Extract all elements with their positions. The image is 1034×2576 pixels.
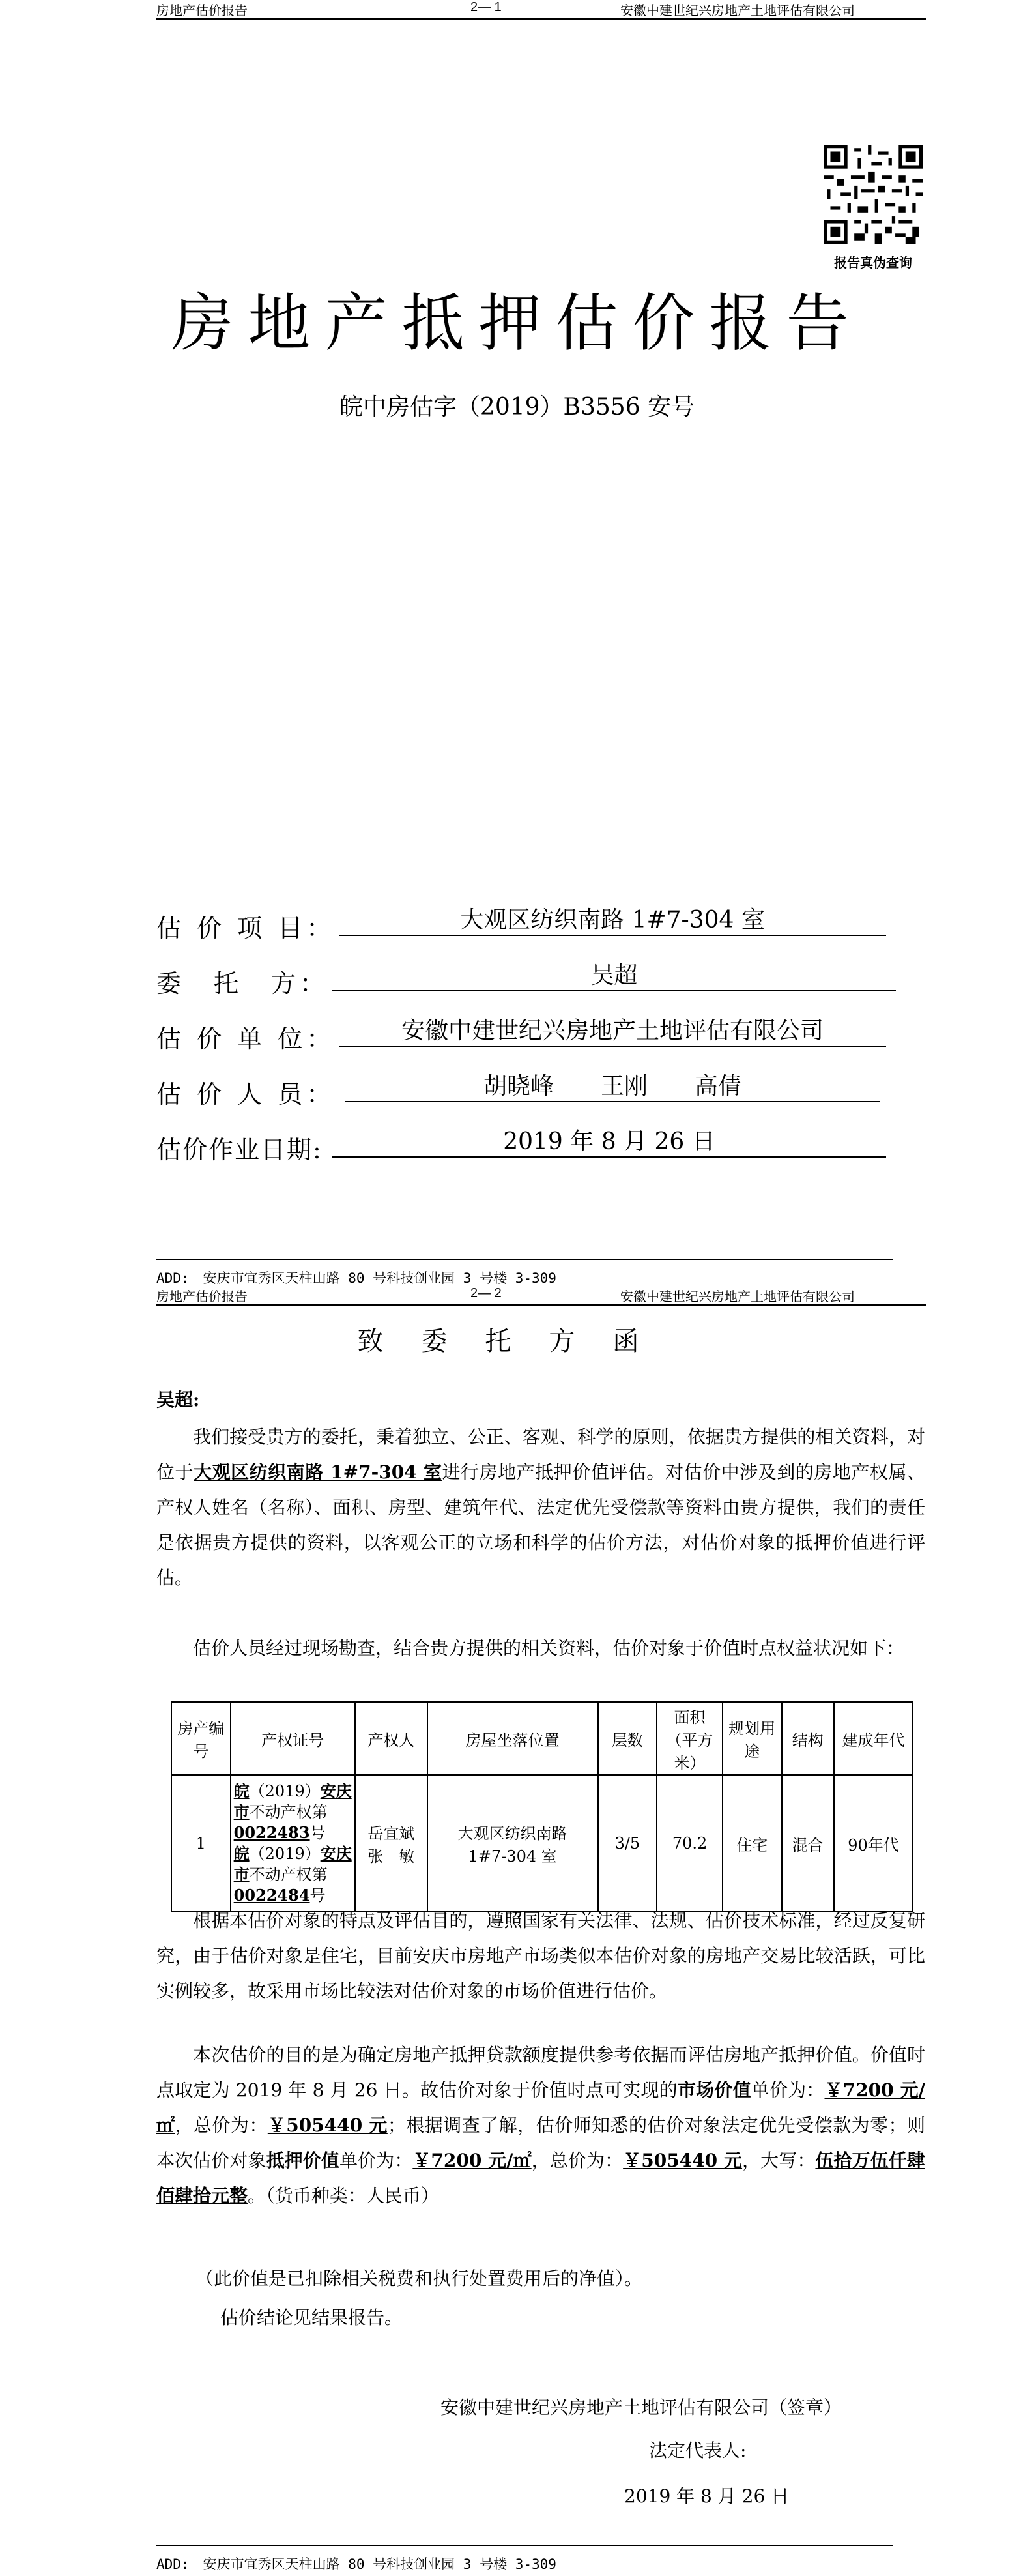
- header-rule: [156, 18, 926, 20]
- field-label-date: 估价作业日期:: [156, 1135, 323, 1164]
- field-value-project: 大观区纺织南路 1#7-304 室: [339, 906, 886, 936]
- field-label-client: 委 托 方：: [156, 969, 329, 998]
- table-header: 房屋坐落位置: [427, 1702, 598, 1775]
- header-page-number: 2— 2: [470, 1286, 502, 1300]
- field-value-agency: 安徽中建世纪兴房地产土地评估有限公司: [339, 1017, 886, 1047]
- qr-label: 报告真伪查询: [834, 255, 912, 271]
- table-header: 建成年代: [834, 1702, 913, 1775]
- paragraph-3: 根据本估价对象的特点及评估目的，遵照国家有关法律、法规、估价技术标准，经过反复研究，由于估价对象是住宅，目前安庆市房地产市场类似本估价对象的房地产交易比较活跃，可比实例较多，故采用市场比较法对估价对象的市场价值进行估价。: [156, 1910, 925, 2002]
- property-address: 大观区纺织南路 1#7-304 室: [194, 1461, 442, 1483]
- document-number: 皖中房估字（2019）B3556 安号: [339, 394, 695, 420]
- salutation: 吴超:: [156, 1389, 200, 1411]
- property-table: [171, 1701, 913, 1912]
- table-header: 规划用途: [723, 1702, 782, 1775]
- header-page-number: 2— 1: [470, 0, 502, 14]
- note: （此价值是已扣除相关税费和执行处置费用后的净值）。: [195, 2268, 643, 2289]
- header-rule: [156, 1304, 926, 1306]
- signature-date: 2019 年 8 月 26 日: [624, 2485, 790, 2507]
- mortgage-value-label: 抵押价值: [266, 2150, 339, 2171]
- header-right: 安徽中建世纪兴房地产土地评估有限公司: [620, 1290, 855, 1304]
- table-header: 层数: [598, 1702, 657, 1775]
- footer-rule: [156, 1259, 893, 1260]
- cell-year: 90年代: [834, 1775, 913, 1912]
- cell-floors: 3/5: [598, 1775, 657, 1912]
- signature-representative: 法定代表人:: [649, 2440, 747, 2461]
- field-label-agency: 估 价 单 位：: [156, 1025, 336, 1053]
- footer-address: ADD: 安庆市宜秀区天柱山路 80 号科技创业园 3 号楼 3-309: [156, 2556, 556, 2572]
- cell-certificate: 皖（2019）安庆市不动产权第0022483号 皖（2019）安庆市不动产权第0022484号: [231, 1775, 355, 1912]
- table-header: 结构: [782, 1702, 835, 1775]
- report-title: 房地产抵押估价报告: [171, 287, 863, 360]
- field-label-appraisers: 估 价 人 员：: [156, 1080, 336, 1109]
- footer-rule: [156, 2545, 893, 2546]
- field-label-project: 估 价 项 目：: [156, 914, 336, 943]
- table-header: 产权证号: [231, 1702, 355, 1775]
- conclusion: 估价结论见结果报告。: [220, 2307, 403, 2328]
- mortgage-unit-price: ￥7200 元/㎡: [412, 2150, 532, 2171]
- paragraph-2: 估价人员经过现场勘查，结合贵方提供的相关资料，估价对象于价值时点权益状况如下：: [193, 1637, 905, 1659]
- table-header: 产权人: [355, 1702, 427, 1775]
- mortgage-total-price: ￥505440 元: [623, 2150, 743, 2171]
- cell-use: 住宅: [723, 1775, 782, 1912]
- header-left: 房地产估价报告: [156, 4, 248, 18]
- field-value-date: 2019 年 8 月 26 日: [332, 1128, 886, 1158]
- cell-structure: 混合: [782, 1775, 835, 1912]
- field-value-client: 吴超: [332, 961, 896, 991]
- paragraph-4: 本次估价的目的是为确定房地产抵押贷款额度提供参考依据而评估房地产抵押价值。价值时点取定为 2019 年 8 月 26 日。故估价对象于价值时点可实现的市场价值单价为：￥7200 元/㎡，总价为：￥505440 元；根据调查了解，估价师知悉的估价对象法定优先受偿款为零；则本次估价对象抵押价值单价为：￥7200 元/㎡，总价为：￥505440 元，大写：伍拾万伍仟肆佰肆拾元整。（货币种类：人民币）: [156, 2044, 926, 2206]
- footer-address: ADD: 安庆市宜秀区天柱山路 80 号科技创业园 3 号楼 3-309: [156, 1270, 556, 1286]
- letter-title: 致委托方函: [357, 1326, 677, 1356]
- cell-area: 70.2: [657, 1775, 723, 1912]
- field-value-appraisers: 胡晓峰 王刚 高倩: [345, 1072, 880, 1102]
- market-unit-price: ￥7200 元/㎡: [156, 2079, 926, 2136]
- market-total-price: ￥505440 元: [267, 2115, 388, 2136]
- cell-no: 1: [171, 1775, 231, 1912]
- cell-location: 大观区纺织南路 1#7-304 室: [427, 1775, 598, 1912]
- table-row: [171, 1775, 913, 1912]
- qr-code-icon: [824, 145, 923, 244]
- signature-company: 安徽中建世纪兴房地产土地评估有限公司（签章）: [440, 2397, 842, 2418]
- market-value-label: 市场价值: [677, 2079, 751, 2101]
- amount-in-words: 伍拾万伍仟肆佰肆拾元整: [156, 2150, 925, 2206]
- header-right: 安徽中建世纪兴房地产土地评估有限公司: [620, 4, 855, 18]
- header-left: 房地产估价报告: [156, 1290, 248, 1304]
- table-header: 房产编号: [171, 1702, 231, 1775]
- cell-owner: 岳宜斌 张 敏: [355, 1775, 427, 1912]
- paragraph-1: 我们接受贵方的委托，秉着独立、公正、客观、科学的原则，依据贵方提供的相关资料，对位于大观区纺织南路 1#7-304 室进行房地产抵押价值评估。对估价中涉及到的房地产权属、产权人姓名（名称）、面积、房型、建筑年代、法定优先受偿款等资料由贵方提供，我们的责任是依据贵方提供的资料，以客观公正的立场和科学的估价方法，对估价对象的抵押价值进行评估。: [156, 1426, 925, 1588]
- table-header: 面积（平方米）: [657, 1702, 723, 1775]
